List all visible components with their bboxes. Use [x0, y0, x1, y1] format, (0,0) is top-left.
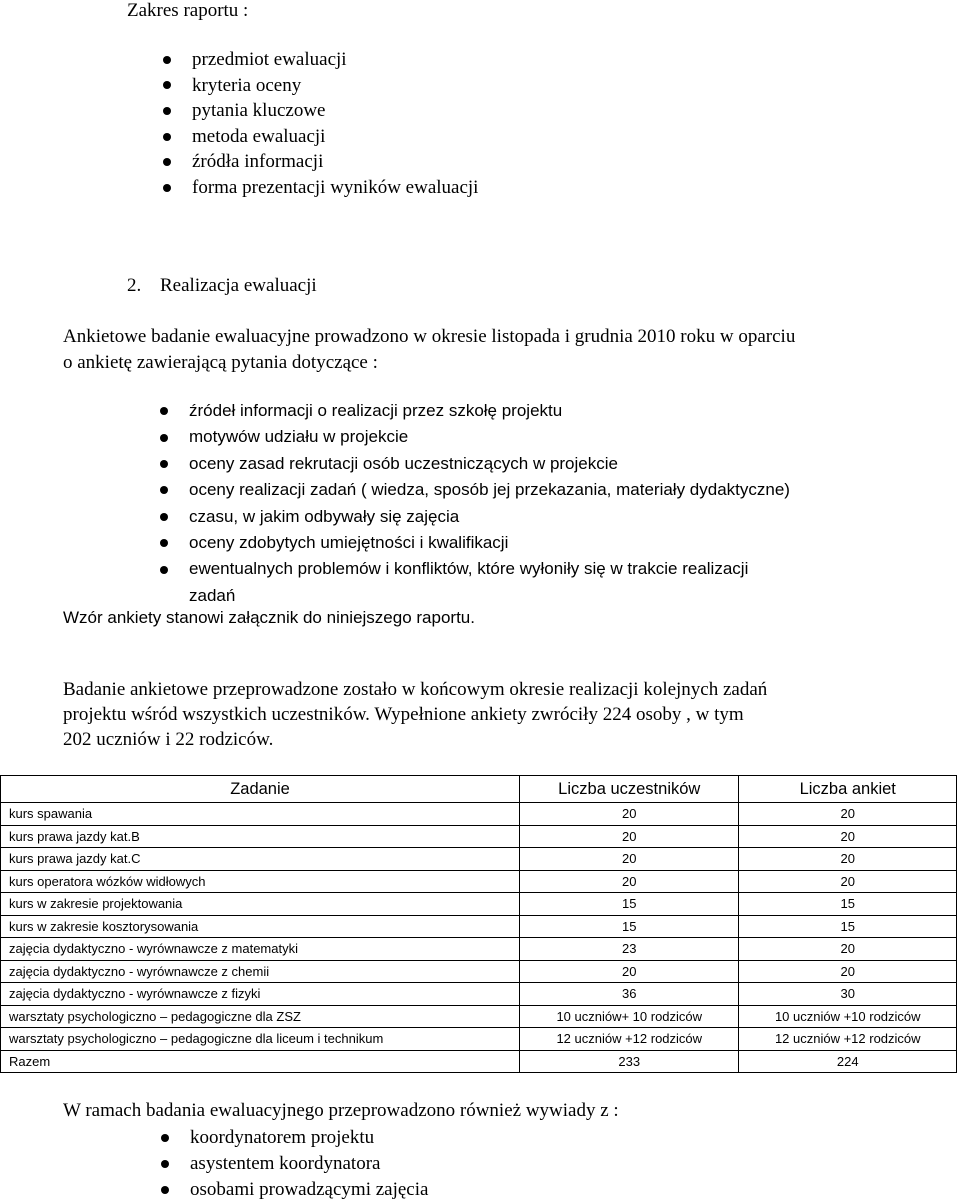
participants-cell: 23	[520, 938, 739, 961]
participants-cell: 233	[520, 1050, 739, 1073]
list-item: źródeł informacji o realizacji przez szkołę projektu	[189, 398, 790, 424]
surveys-cell: 15	[739, 893, 957, 916]
table-row	[1, 983, 957, 1006]
surveys-cell: 20	[739, 960, 957, 983]
task-cell: warsztaty psychologiczno – pedagogiczne dla liceum i technikum	[1, 1028, 520, 1051]
participants-cell: 10 uczniów+ 10 rodziców	[520, 1005, 739, 1028]
list-item-continuation: zadań	[189, 585, 236, 605]
participants-cell: 15	[520, 893, 739, 916]
header-task: Zadanie	[1, 776, 520, 803]
task-cell: kurs spawania	[1, 803, 520, 826]
table-header-row	[1, 776, 957, 803]
task-cell: zajęcia dydaktyczno - wyrównawcze z chemii	[1, 960, 520, 983]
intro-paragraph	[63, 324, 795, 376]
participants-cell: 36	[520, 983, 739, 1006]
list-item: oceny realizacji zadań ( wiedza, sposób jej przekazania, materiały dydaktyczne)	[189, 477, 790, 503]
surveys-cell: 20	[739, 848, 957, 871]
participants-cell: 20	[520, 803, 739, 826]
table-row	[1, 938, 957, 961]
list-item: osobami prowadzącymi zajęcia	[190, 1177, 428, 1203]
summary-paragraph	[63, 677, 767, 752]
task-cell: kurs operatora wózków widłowych	[1, 870, 520, 893]
survey-topics-list	[189, 398, 790, 609]
surveys-cell: 20	[739, 803, 957, 826]
participants-cell: 20	[520, 848, 739, 871]
list-item: kryteria oceny	[192, 73, 478, 99]
participants-cell: 20	[520, 960, 739, 983]
table-total-row	[1, 1050, 957, 1073]
list-item: motywów udziału w projekcie	[189, 424, 790, 450]
participants-cell: 12 uczniów +12 rodziców	[520, 1028, 739, 1051]
list-item: forma prezentacji wyników ewaluacji	[192, 175, 478, 201]
table-row	[1, 870, 957, 893]
paragraph-line: projektu wśród wszystkich uczestników. Wypełnione ankiety zwróciły 224 osoby , w tym	[63, 704, 744, 725]
list-item: ewentualnych problemów i konfliktów, które wyłoniły się w trakcie realizacji	[189, 556, 790, 582]
task-cell: zajęcia dydaktyczno - wyrównawcze z matematyki	[1, 938, 520, 961]
report-scope-title: Zakres raportu :	[127, 0, 249, 21]
header-participants: Liczba uczestników	[520, 776, 739, 803]
interviews-intro: W ramach badania ewaluacyjnego przeprowadzono również wywiady z :	[63, 1100, 619, 1121]
task-cell: Razem	[1, 1050, 520, 1073]
participants-cell: 20	[520, 825, 739, 848]
participants-table	[0, 775, 957, 1073]
list-item: źródła informacji	[192, 149, 478, 175]
participants-cell: 15	[520, 915, 739, 938]
surveys-cell: 224	[739, 1050, 957, 1073]
table-row	[1, 915, 957, 938]
surveys-cell: 12 uczniów +12 rodziców	[739, 1028, 957, 1051]
table-row	[1, 893, 957, 916]
paragraph-line: o ankietę zawierającą pytania dotyczące :	[63, 352, 378, 373]
table-row	[1, 960, 957, 983]
table-row	[1, 825, 957, 848]
surveys-cell: 30	[739, 983, 957, 1006]
task-cell: kurs prawa jazdy kat.C	[1, 848, 520, 871]
surveys-cell: 20	[739, 938, 957, 961]
interviews-list	[190, 1125, 428, 1203]
task-cell: kurs w zakresie projektowania	[1, 893, 520, 916]
surveys-cell: 15	[739, 915, 957, 938]
surveys-cell: 20	[739, 825, 957, 848]
list-item: koordynatorem projektu	[190, 1125, 428, 1151]
section-heading-text: Realizacja ewaluacji	[160, 275, 317, 296]
list-item: asystentem koordynatora	[190, 1151, 428, 1177]
list-item: oceny zasad rekrutacji osób uczestniczących w projekcie	[189, 451, 790, 477]
table-row	[1, 848, 957, 871]
task-cell: kurs prawa jazdy kat.B	[1, 825, 520, 848]
list-item: pytania kluczowe	[192, 98, 478, 124]
section-number: 2.	[127, 275, 142, 296]
surveys-cell: 20	[739, 870, 957, 893]
paragraph-line: 202 uczniów i 22 rodziców.	[63, 729, 274, 750]
header-surveys: Liczba ankiet	[739, 776, 957, 803]
list-item: czasu, w jakim odbywały się zajęcia	[189, 504, 790, 530]
list-item: przedmiot ewaluacji	[192, 47, 478, 73]
paragraph-line: Badanie ankietowe przeprowadzone zostało w końcowym okresie realizacji kolejnych zadań	[63, 679, 768, 700]
participants-cell: 20	[520, 870, 739, 893]
task-cell: warsztaty psychologiczno – pedagogiczne dla ZSZ	[1, 1005, 520, 1028]
list-item: metoda ewaluacji	[192, 124, 478, 150]
paragraph-line: Ankietowe badanie ewaluacyjne prowadzono w okresie listopada i grudnia 2010 roku w oparciu	[63, 326, 796, 347]
surveys-cell: 10 uczniów +10 rodziców	[739, 1005, 957, 1028]
section-heading	[127, 274, 317, 298]
table-row	[1, 1028, 957, 1051]
task-cell: kurs w zakresie kosztorysowania	[1, 915, 520, 938]
table-row	[1, 803, 957, 826]
list-item: oceny zdobytych umiejętności i kwalifikacji	[189, 530, 790, 556]
report-scope-list	[192, 47, 478, 201]
template-note: Wzór ankiety stanowi załącznik do niniejszego raportu.	[63, 608, 475, 627]
task-cell: zajęcia dydaktyczno - wyrównawcze z fizyki	[1, 983, 520, 1006]
table-row	[1, 1005, 957, 1028]
